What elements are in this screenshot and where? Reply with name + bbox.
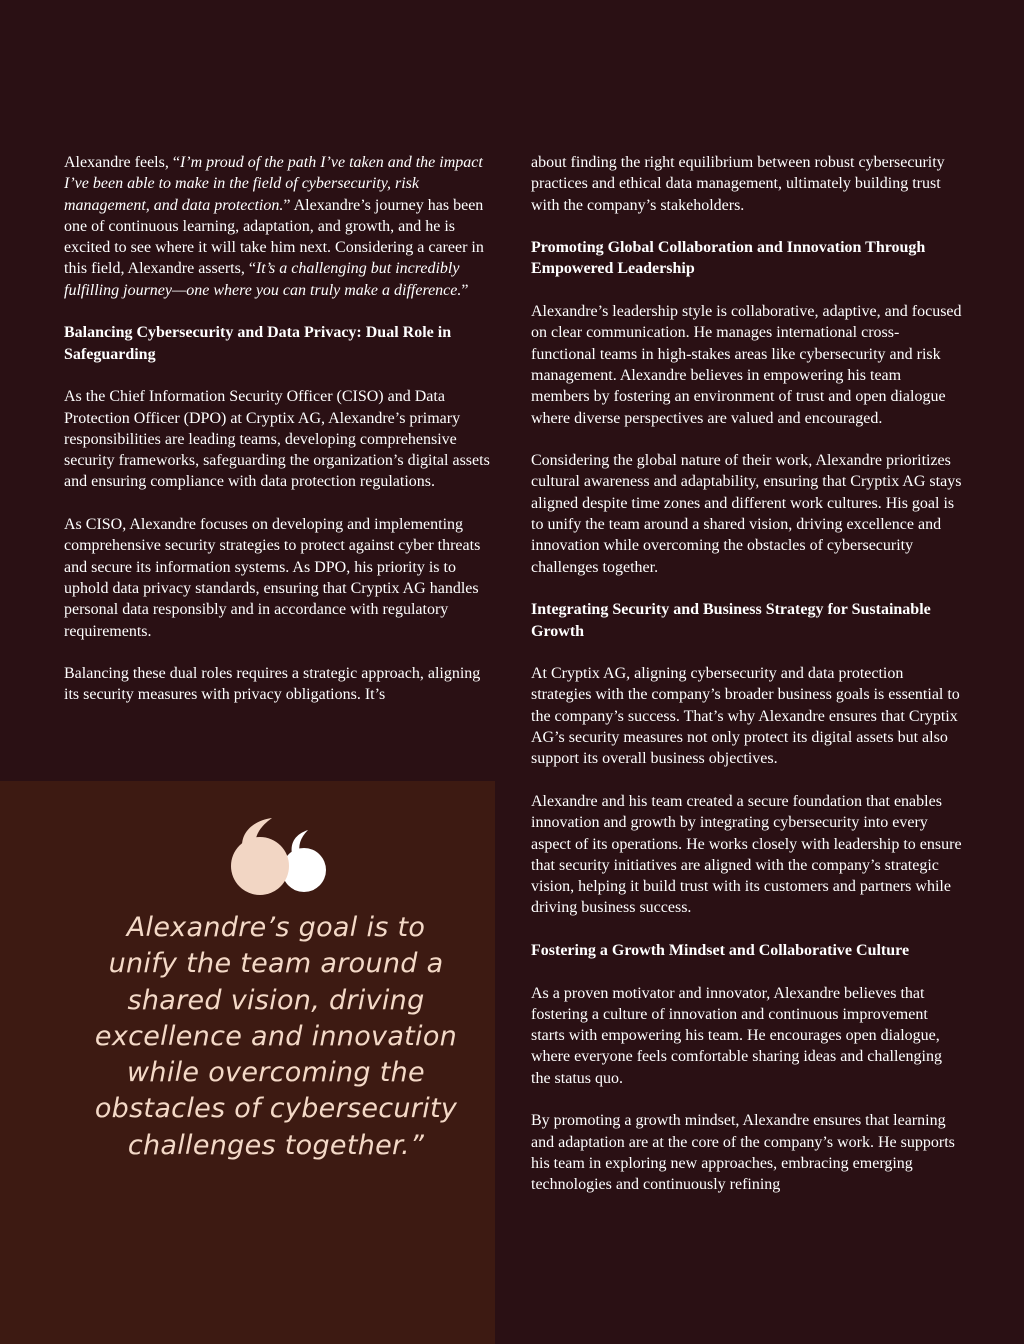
heading-global-collaboration: Promoting Global Collaboration and Innovation Through Empowered Leadership bbox=[531, 239, 926, 278]
paragraph-global-nature: Considering the global nature of their work, Alexandre prioritizes cultural awareness and adaptability, ensuring that Cryptix AG stays aligned despite time zones and different work cultures. His goal is to unify the team around a shared vision, driving excellence and innovation while overcoming the obstacles of cybersecurity challenges together. bbox=[531, 452, 962, 576]
pull-quote-text: Alexandre’s goal is to unify the team around a shared vision, driving excellence and innovation while overcoming the obstacles of cybersecurity challenges together.” bbox=[94, 912, 458, 1161]
heading-dual-role: Balancing Cybersecurity and Data Privacy: Dual Role in Safeguarding bbox=[64, 324, 452, 363]
paragraph-ciso-dpo: As CISO, Alexandre focuses on developing and implementing comprehensive security strategies to protect against cyber threats and secure its information systems. As DPO, his priority is to uphold data privacy standards, ensuring that Cryptix AG handles personal data responsibly and in accordance with regulatory requirements. bbox=[64, 516, 481, 640]
paragraph-secure-foundation: Alexandre and his team created a secure foundation that enables innovation and growth by integrating cybersecurity into every aspect of its operations. He works closely with leadership to ensure that security initiatives are aligned with the company’s strategic vision, helping it build trust with its customers and partners while driving business success. bbox=[531, 792, 962, 917]
quote-mark-icon bbox=[226, 818, 330, 896]
right-column bbox=[531, 152, 963, 1217]
paragraph-balancing: Balancing these dual roles requires a strategic approach, aligning its security measures with privacy obligations. It’s bbox=[64, 665, 481, 704]
paragraph-leadership-style: Alexandre’s leadership style is collaborative, adaptive, and focused on clear communication. He manages international cross-functional teams in high-stakes areas like cybersecurity and risk management. Alexandre believes in empowering his team members by fostering an environment of trust and open dialogue where diverse perspectives are valued and encouraged. bbox=[531, 303, 962, 427]
intro-quote-2: It’s a challenging but incredibly fulfilling journey—one where you can truly make a difference. bbox=[64, 260, 462, 299]
paragraph-promoting-growth: By promoting a growth mindset, Alexandre ensures that learning and adaptation are at the core of the company’s work. He supports his team in exploring new approaches, embracing emerging technologies and continuously refining bbox=[531, 1112, 955, 1194]
paragraph-aligning: At Cryptix AG, aligning cybersecurity and data protection strategies with the company’s broader business goals is essential to the company’s success. That’s why Alexandre ensures that Cryptix AG’s security measures not only protect its digital assets but also support its overall business objectives. bbox=[531, 665, 960, 768]
left-column bbox=[64, 152, 492, 727]
intro-text-1: Alexandre feels, “ bbox=[64, 154, 180, 171]
paragraph-motivator: As a proven motivator and innovator, Alexandre believes that fostering a culture of innovation and continuous improvement starts with empowering his team. He encourages open dialogue, where everyone feels comfortable sharing ideas and challenging the status quo. bbox=[531, 984, 942, 1087]
intro-text-3: ” bbox=[461, 281, 469, 299]
intro-text-2: ” Alexandre’s journey has been one of continuous learning, adaptation, and growth, and he is excited to see where it will take him next. Considering a career in this field, Alexandre asserts, “ bbox=[64, 196, 484, 278]
intro-quote-1: I’m proud of the path I’ve taken and the impact I’ve been able to make in the field of cybersecurity, risk management, and data protection. bbox=[64, 154, 483, 214]
intro-paragraph bbox=[64, 152, 492, 301]
paragraph-equilibrium: about finding the right equilibrium between robust cybersecurity practices and ethical data management, ultimately building trust with the company’s stakeholders. bbox=[531, 154, 945, 214]
heading-growth-mindset: Fostering a Growth Mindset and Collaborative Culture bbox=[531, 941, 910, 959]
heading-security-business: Integrating Security and Business Strategy for Sustainable Growth bbox=[531, 601, 931, 640]
paragraph-responsibilities: As the Chief Information Security Officer (CISO) and Data Protection Officer (DPO) at Cryptix AG, Alexandre’s primary responsibilities are leading teams, developing comprehensive security frameworks, safeguarding the organization’s digital assets and ensuring compliance with data protection regulations. bbox=[64, 388, 490, 491]
